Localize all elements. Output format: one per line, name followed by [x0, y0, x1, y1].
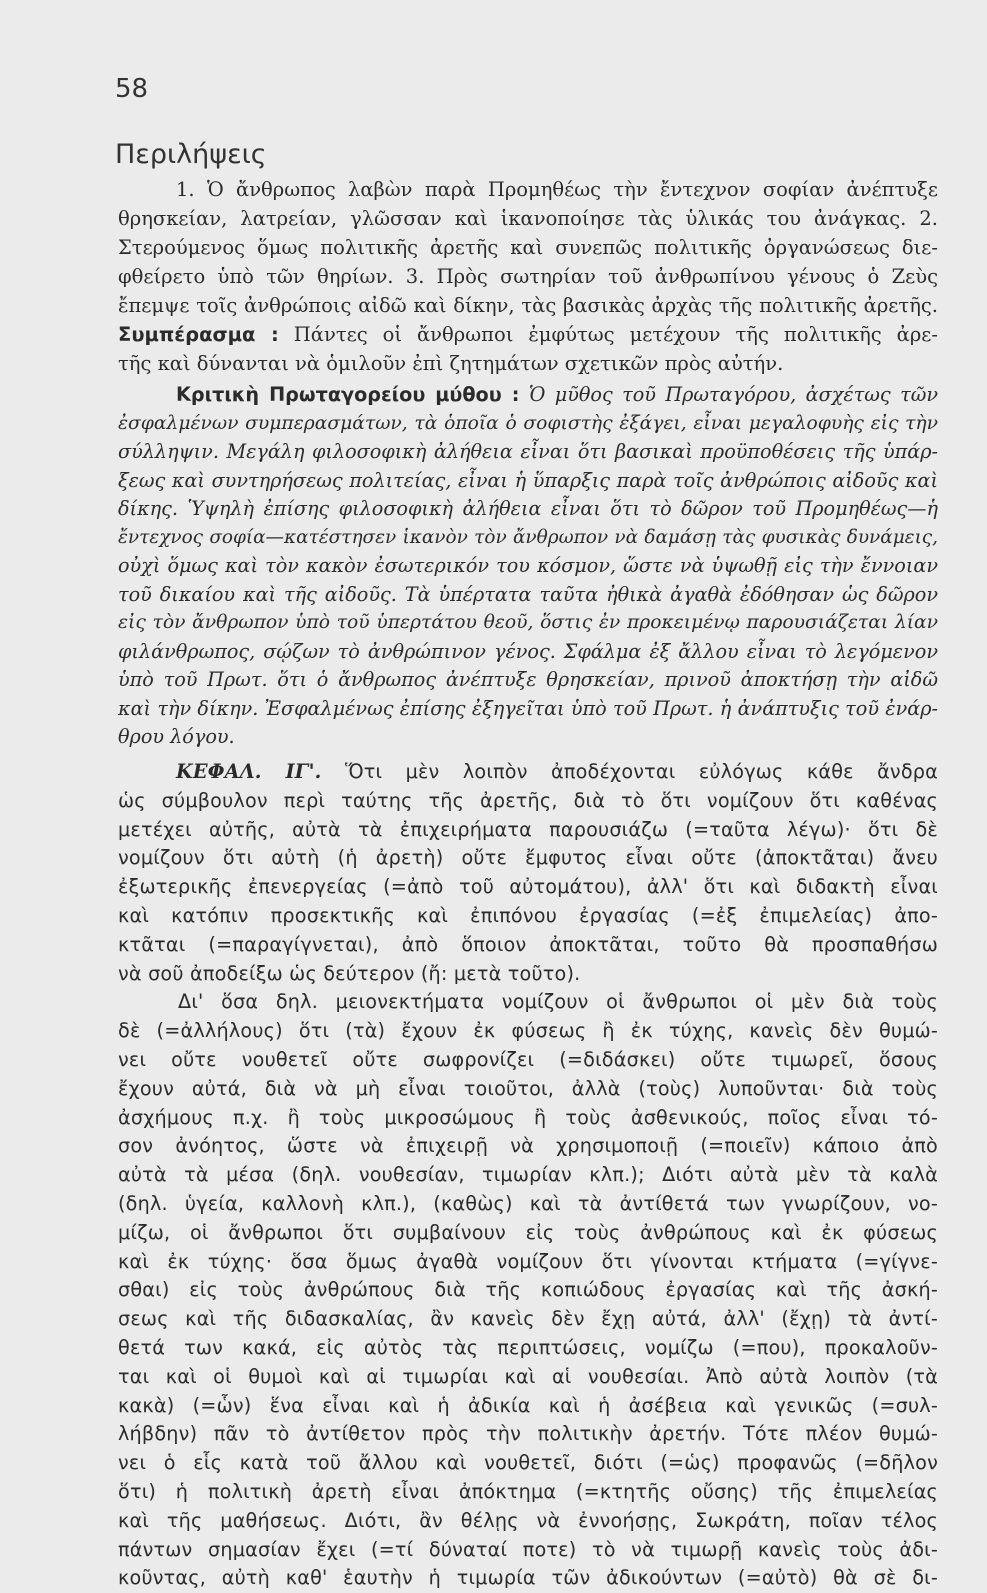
- conclusion-label: Συμπέρασμα :: [118, 323, 279, 346]
- section-heading: Περιλήψεις: [115, 139, 267, 170]
- chapter-line: λήβδην) πᾶν τὸ ἀντίθετον πρὸς τὴν πολιτικὴν ἀρετήν. Τότε πλέον θυμώ-: [118, 1422, 938, 1446]
- chapter-line: κακὰ) (=ὧν) ἕνα εἶναι καὶ ἡ ἀδικία καὶ ἡ ἀσέβεια καὶ γενικῶς (=συλ-: [118, 1393, 938, 1417]
- chapter-line: νει ὁ εἷς κατὰ τοῦ ἄλλου καὶ νουθετεῖ, διότι (=ὡς) προφανῶς (=δῆλον: [118, 1451, 938, 1475]
- chapter-line: σεως καὶ τῆς διδασκαλίας, ἂν κανεὶς δὲν ἔχῃ αὐτά, ἀλλ' (ἔχῃ) τὰ ἀντί-: [118, 1307, 938, 1331]
- conclusion-line: τῆς καὶ δύνανται νὰ ὁμιλοῦν ἐπὶ ζητημάτων σχετικῶν πρὸς αὐτήν.: [118, 352, 784, 375]
- chapter-line: σον ἀνόητος, ὥστε νὰ ἐπιχειρῇ νὰ χρησιμοποιῇ (=ποιεῖν) κάποιο ἀπὸ: [118, 1134, 938, 1158]
- critique-line: ξεως καὶ συντηρήσεως πολιτείας, εἶναι ἡ ὕπαρξις παρὰ τοῖς ἀνθρώποις αἰδοῦς καὶ: [118, 468, 938, 492]
- chapter-line: αὐτὰ τὰ μέσα (δηλ. νουθεσίαν, τιμωρίαν κλπ.); Διότι αὐτὰ μὲν τὰ καλὰ: [118, 1163, 938, 1187]
- page-number: 58: [115, 74, 149, 104]
- chapter-line: ὅτι) ἡ πολιτικὴ ἀρετὴ εἶναι ἀπόκτημα (=κτητῆς οὔσης) τῆς ἐπιμελείας: [118, 1479, 938, 1503]
- chapter-block: [118, 758, 938, 1593]
- critique-line: Κριτικὴ Πρωταγορείου μύθου : Ὁ μῦθος τοῦ Πρωταγόρου, ἀσχέτως τῶν: [176, 383, 939, 406]
- critique-line: σύλληψιν. Μεγάλη φιλοσοφικὴ ἀλήθεια εἶναι ὅτι βασικαὶ προϋποθέσεις τῆς ὑπάρ-: [118, 440, 938, 463]
- chapter-line: πάντων σημασίαν ἔχει (=τί δύναταί ποτε) τὸ νὰ τιμωρῇ κανεὶς τοὺς ἀδι-: [118, 1537, 938, 1561]
- critique-line: εἰς τὸν ἄνθρωπον ὑπὸ τοῦ ὑπερτάτου θεοῦ, ὅστις ἐν προκειμένῳ παρουσιάζεται λίαν: [118, 612, 938, 633]
- chapter-line: (δηλ. ὑγεία, καλλονὴ κλπ.), (καθὼς) καὶ τὰ ἀντίθετά των γνωρίζουν, νο-: [118, 1191, 938, 1215]
- chapter-line: σθαι) εἰς τοὺς ἀνθρώπους διὰ τῆς κοπιώδους ἐργασίας καὶ τῆς ἀσκή-: [118, 1278, 938, 1302]
- summary-line: ἔπεμψε τοῖς ἀνθρώποις αἰδῶ καὶ δίκην, τὰς βασικὰς ἀρχὰς τῆς πολιτικῆς ἀρετῆς.: [118, 294, 938, 317]
- chapter-label: ΚΕΦΑΛ. ΙΓ'.: [176, 760, 322, 783]
- chapter-line: καὶ ἐκ τύχης· ὅσα ὅμως ἀγαθὰ νομίζουν ὅτι γίνονται κτήματα (=γίγνε-: [118, 1249, 938, 1273]
- chapter-line: ἔχουν αὐτά, διὰ νὰ μὴ εἶναι τοιοῦτοι, ἀλλὰ (τοὺς) λυποῦνται· διὰ τοὺς: [118, 1076, 938, 1100]
- chapter-line: νὰ σοῦ ἀποδείξω ὡς δεύτερον (ἤ: μετὰ τοῦτο).: [118, 961, 581, 985]
- chapter-line: μετέχει αὐτῆς, αὐτὰ τὰ ἐπιχειρήματα παρουσιάζω (=ταῦτα λέγω)· ὅτι δὲ: [118, 817, 938, 841]
- chapter-line: Δι' ὅσα δηλ. μειονεκτήματα νομίζουν οἱ ἄνθρωποι οἱ μὲν διὰ τοὺς: [178, 990, 938, 1014]
- summary-line: φθείρετο ὑπὸ τῶν θηρίων. 3. Πρὸς σωτηρίαν τοῦ ἀνθρωπίνου γένους ὁ Ζεὺς: [118, 265, 938, 288]
- chapter-line: κτᾶται (=παραγίγνεται), ἀπὸ ὅποιον ἀποκτᾶται, τοῦτο θὰ προσπαθήσω: [118, 932, 938, 956]
- conclusion-line: Συμπέρασμα : Πάντες οἱ ἄνθρωποι ἐμφύτως μετέχουν τῆς πολιτικῆς ἀρε-: [118, 323, 938, 346]
- chapter-line: καὶ κατόπιν προσεκτικῆς καὶ ἐπιπόνου ἐργασίας (=ἐξ ἐπιμελείας) ἀπο-: [118, 903, 938, 927]
- chapter-line: ἀσχήμους π.χ. ἢ τοὺς μικροσώμους ἢ τοὺς ἀσθενικούς, ποῖος εἶναι τό-: [118, 1105, 938, 1129]
- summary-line: 1. Ὁ ἄνθρωπος λαβὼν παρὰ Προμηθέως τὴν ἔντεχνον σοφίαν ἀνέπτυξε: [176, 178, 938, 201]
- summary-line: Στερούμενος ὅμως πολιτικῆς ἀρετῆς καὶ συνεπῶς πολιτικῆς ὀργανώσεως διε-: [118, 236, 938, 259]
- critique-line: καὶ τὴν δίκην. Ἐσφαλμένως ἐπίσης ἐξηγεῖται ὑπὸ τοῦ Πρωτ. ἡ ἀνάπτυξις τοῦ ἐνάρ-: [118, 696, 938, 720]
- chapter-line: ΚΕΦΑΛ. ΙΓ'. Ὅτι μὲν λοιπὸν ἀποδέχονται εὐλόγως κάθε ἄνδρα: [176, 760, 938, 783]
- critique-line: οὐχὶ ὅμως καὶ τὸν κακὸν ἐσωτερικόν του κόσμον, ὥστε νὰ ὑψωθῇ εἰς τὴν ἔννοιαν: [118, 554, 938, 577]
- critique-line: θρου λόγου.: [118, 725, 235, 748]
- chapter-line: ὡς σύμβουλον περὶ ταύτης τῆς ἀρετῆς, διὰ τὸ ὅτι νομίζουν ὅτι καθένας: [118, 788, 938, 812]
- chapter-line: θετά των κακά, εἰς αὐτὸς τὰς περιπτώσεις, νομίζω (=που), προκαλοῦν-: [118, 1335, 938, 1359]
- critique-label: Κριτικὴ Πρωταγορείου μύθου :: [176, 383, 520, 406]
- chapter-line: νει οὔτε νουθετεῖ οὔτε σωφρονίζει (=διδάσκει) οὔτε τιμωρεῖ, ὅσους: [118, 1047, 938, 1071]
- critique-block: [118, 381, 938, 752]
- critique-line: ὑπὸ τοῦ Πρωτ. ὅτι ὁ ἄνθρωπος ἀνέπτυξε θρησκείαν, πρινοῦ ἀποκτήσῃ τὴν αἰδῶ: [118, 668, 938, 691]
- critique-line: δίκης. Ὑψηλὴ ἐπίσης φιλοσοφικὴ ἀλήθεια εἶναι ὅτι τὸ δῶρον τοῦ Προμηθέως—ἡ: [118, 497, 938, 520]
- chapter-line: καὶ τῆς μαθήσεως. Διότι, ἂν θέλῃς νὰ ἐννοήσῃς, Σωκράτη, ποῖαν τέλος: [118, 1508, 938, 1532]
- critique-line: ἐσφαλμένων συμπερασμάτων, τὰ ὁποῖα ὁ σοφιστὴς ἐξάγει, εἶναι μεγαλοφυὴς εἰς τὴν: [118, 412, 938, 434]
- critique-line: ἔντεχνος σοφία—κατέστησεν ἱκανὸν τὸν ἄνθρωπον νὰ δαμάσῃ τὰς φυσικὰς δυνάμεις,: [118, 526, 938, 548]
- critique-line: φιλάνθρωπος, σῴζων τὸ ἀνθρώπινον γένος. Σφάλμα ἐξ ἄλλου εἶναι τὸ λεγόμενον: [118, 639, 938, 663]
- chapter-line: μίζω, οἱ ἄνθρωποι ὅτι συμβαίνουν εἰς τοὺς ἀνθρώπους καὶ ἐκ φύσεως: [118, 1220, 938, 1244]
- critique-line: τοῦ δικαίου καὶ τῆς αἰδοῦς. Τὰ ὑπέρτατα ταῦτα ἠθικὰ ἀγαθὰ ἐδόθησαν ὡς δῶρον: [118, 582, 938, 606]
- chapter-line: ται καὶ οἱ θυμοὶ καὶ αἱ τιμωρίαι καὶ αἱ νουθεσίαι. Ἀπὸ αὐτὰ λοιπὸν (τὰ: [118, 1364, 938, 1388]
- summary-block: [118, 175, 938, 378]
- chapter-line: νομίζουν ὅτι αὐτὴ (ἡ ἀρετὴ) οὔτε ἔμφυτος εἶναι οὔτε (ἀποκτᾶται) ἄνευ: [118, 846, 938, 870]
- chapter-line: ἐξωτερικῆς ἐπενεργείας (=ἀπὸ τοῦ αὐτομάτου), ἀλλ' ὅτι καὶ διδακτὴ εἶναι: [118, 875, 938, 899]
- chapter-line: δὲ (=ἀλλήλους) ὅτι (τὰ) ἔχουν ἐκ φύσεως ἢ ἐκ τύχης, κανεὶς δὲν θυμώ-: [118, 1019, 938, 1043]
- summary-line: θρησκείαν, λατρείαν, γλῶσσαν καὶ ἱκανοποίησε τὰς ὑλικάς του ἀνάγκας. 2.: [118, 207, 938, 230]
- chapter-line: κοῦντας, αὐτὴ καθ' ἑαυτὴν ἡ τιμωρία τῶν ἀδικούντων (=αὐτὸ) θὰ σὲ δι-: [118, 1566, 938, 1590]
